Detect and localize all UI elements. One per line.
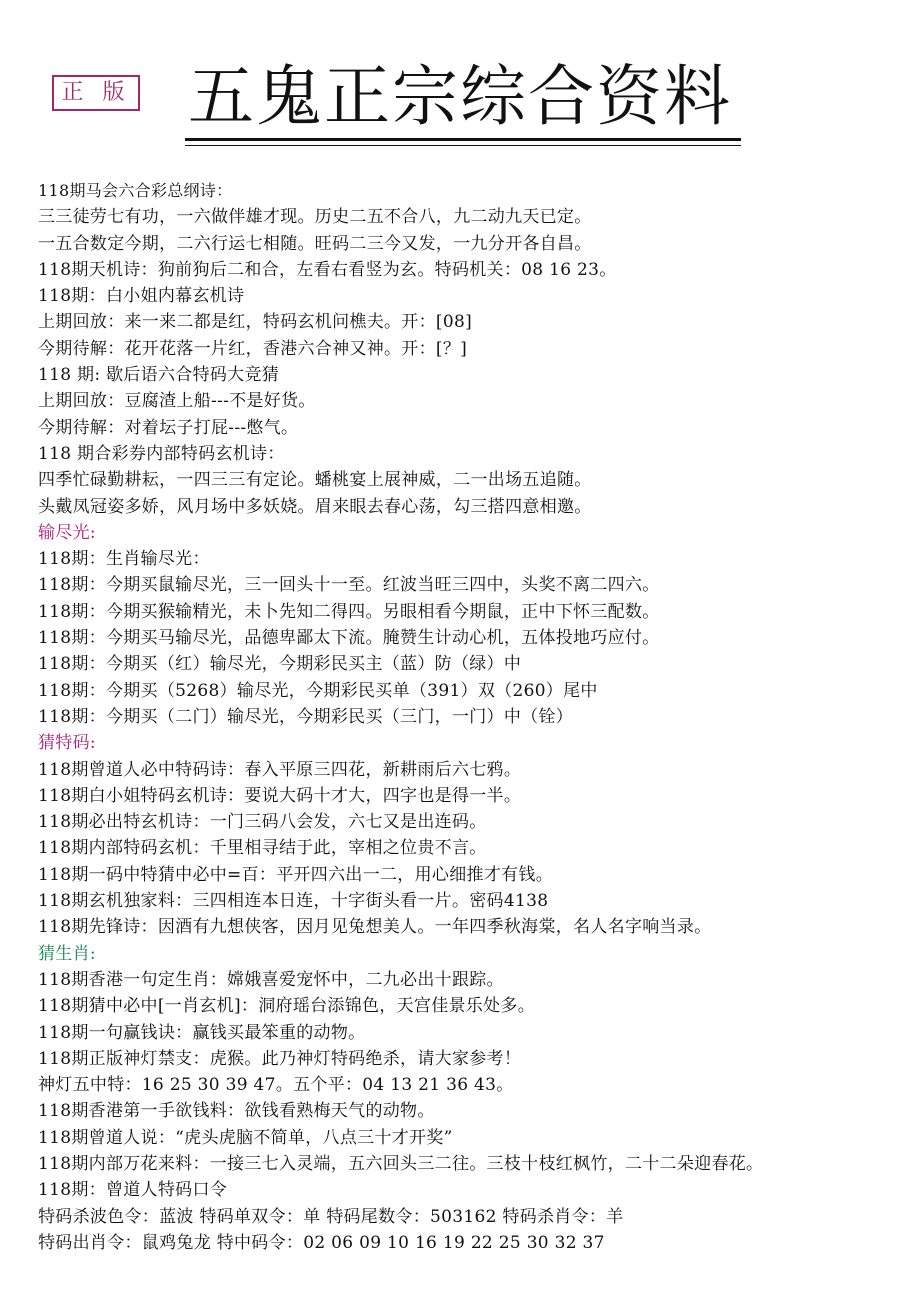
title-underline-thick: [185, 138, 741, 141]
text-line: 特码杀波色令：蓝波 特码单双令：单 特码尾数令：503162 特码杀肖令：羊: [38, 1206, 624, 1227]
text-line: 118期曾道人说：“虎头虎脑不简单，八点三十才开奖”: [38, 1127, 453, 1148]
text-line: 118期白小姐特码玄机诗：要说大码十才大，四字也是得一半。: [38, 785, 522, 806]
text-line: 118期必出特玄机诗：一门三码八会发，六七又是出连码。: [38, 812, 487, 833]
text-line: 118期：白小姐内幕玄机诗: [38, 286, 245, 307]
text-line: 118期先锋诗：因酒有九想侠客，因月见兔想美人。一年四季秋海棠，名人名字响当录。: [38, 917, 712, 938]
text-line: 118期玄机独家料：三四相连本日连，十字街头看一片。密码4138: [38, 891, 549, 912]
text-line: 118 期合彩券内部特码玄机诗：: [38, 443, 285, 464]
text-line: 上期回放：来一来二都是红，特码玄机问樵夫。开：[08]: [38, 312, 472, 333]
text-line: 118期香港一句定生肖：嫦娥喜爱宠怀中，二九必出十跟踪。: [38, 969, 504, 990]
section-heading: 输尽光:: [38, 522, 96, 543]
section-heading: 猜生肖:: [38, 943, 96, 964]
text-line: 118期：生肖输尽光：: [38, 549, 210, 570]
text-line: 今期待解：对着坛子打屁---憋气。: [38, 417, 299, 438]
text-line: 特码出肖令：鼠鸡兔龙 特中码令：02 06 09 10 16 19 22 25 30 32 37: [38, 1232, 605, 1253]
edition-badge: 正 版: [52, 75, 140, 111]
text-line: 118期正版神灯禁支：虎猴。此乃神灯特码绝杀，请大家参考！: [38, 1048, 522, 1069]
text-line: 118期内部万花来料：一接三七入灵端，五六回头三二往。三枝十枝红枫竹，二十二朵迎春花。: [38, 1153, 764, 1174]
text-line: 118 期: 歇后语六合特码大竞猜: [38, 365, 280, 386]
text-line: 118期香港第一手欲钱料：欲钱看熟梅天气的动物。: [38, 1101, 435, 1122]
text-line: 三三徒劳七有功，一六做伴雄才现。历史二五不合八，九二动九天已定。: [38, 207, 592, 228]
text-line: 头戴凤冠姿多娇，风月场中多妖娆。眉来眼去春心荡，勾三搭四意相邀。: [38, 496, 592, 517]
text-line: 118期：曾道人特码口令: [38, 1180, 228, 1201]
text-line: 118期一码中特猜中必中=百：平开四六出一二，用心细推才有钱。: [38, 864, 553, 885]
document-body: [38, 178, 888, 1256]
text-line: 118期：今期买（红）输尽光，今期彩民买主（蓝）防（绿）中: [38, 654, 522, 675]
text-line: 118期：今期买猴输精光，未卜先知二得四。另眼相看今期鼠，正中下怀三配数。: [38, 601, 660, 622]
text-line: 118期一句赢钱诀：赢钱买最笨重的动物。: [38, 1022, 366, 1043]
text-line: 118期马会六合彩总纲诗：: [38, 181, 233, 200]
text-line: 一五合数定今期，二六行运七相随。旺码二三今又发，一九分开各自昌。: [38, 233, 592, 254]
text-line: 118期：今期买鼠输尽光，三一回头十一至。红波当旺三四中，头奖不离二四六。: [38, 575, 660, 596]
text-line: 118期内部特码玄机：千里相寻结于此，宰相之位贵不言。: [38, 838, 487, 859]
text-line: 四季忙碌勤耕耘，一四三三有定论。蟠桃宴上展神威，二一出场五追随。: [38, 470, 592, 491]
text-line: 118期：今期买（5268）输尽光，今期彩民买单（391）双（260）尾中: [38, 680, 598, 701]
text-line: 118期：今期买马输尽光，品德卑鄙太下流。腌赞生计动心机，五体投地巧应付。: [38, 628, 660, 649]
page-title: 五鬼正宗综合资料: [188, 58, 732, 135]
text-line: 今期待解：花开花落一片红，香港六合神又神。开：[？]: [38, 338, 468, 359]
text-line: 118期曾道人必中特码诗：春入平原三四花，新耕雨后六七鸦。: [38, 759, 522, 780]
text-line: 118期天机诗：狗前狗后二和合，左看右看竖为玄。特码机关：08 16 23。: [38, 259, 617, 280]
text-line: 118期猜中必中[一肖玄机]：洞府瑶台添锦色，天宫佳景乐处多。: [38, 996, 536, 1017]
section-heading: 猜特码:: [38, 733, 96, 754]
text-line: 上期回放：豆腐渣上船---不是好货。: [38, 391, 316, 412]
text-line: 118期：今期买（二门）输尽光，今期彩民买（三门，一门）中（铨）: [38, 706, 574, 727]
text-line: 神灯五中特：16 25 30 39 47。五个平：04 13 21 36 43。: [38, 1075, 514, 1096]
title-underline-thin: [185, 145, 741, 146]
